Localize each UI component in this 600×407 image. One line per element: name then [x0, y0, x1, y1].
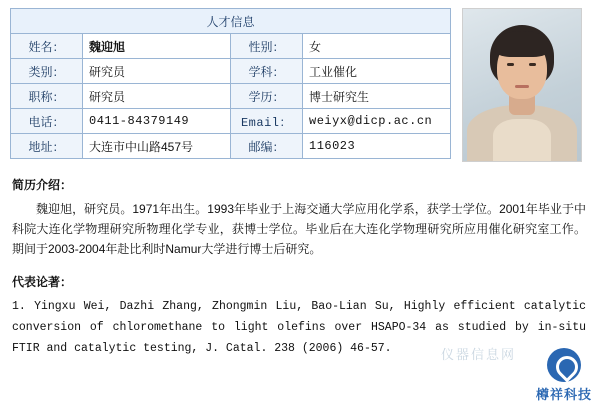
value-gender: 女 [303, 34, 451, 59]
label-category: 类别： [11, 59, 83, 84]
label-職title: 职称： [11, 84, 83, 109]
talent-info-table [10, 8, 451, 159]
value-discipline: 工业催化 [303, 59, 451, 84]
info-table-container [10, 8, 450, 159]
value-job-title: 研究员 [83, 84, 231, 109]
photo-shirt [493, 119, 551, 161]
table-row [11, 134, 451, 159]
photo-mouth [515, 85, 529, 88]
value-category: 研究员 [83, 59, 231, 84]
label-postcode: 邮编： [231, 134, 303, 159]
value-name: 魏迎旭 [83, 34, 231, 59]
intro-heading: 简历介绍： [12, 178, 73, 192]
table-title-row [11, 9, 451, 34]
page-title: 人才信息 [11, 9, 451, 34]
value-postcode: 116023 [303, 134, 451, 159]
photo-hair-front [494, 31, 550, 57]
label-education: 学历： [231, 84, 303, 109]
table-row [11, 34, 451, 59]
value-phone: 0411-84379149 [83, 109, 231, 134]
label-name: 姓名： [11, 34, 83, 59]
label-phone: 电话： [11, 109, 83, 134]
label-discipline: 学科： [231, 59, 303, 84]
papers-heading: 代表论著： [12, 275, 73, 289]
intro-paragraph: 魏迎旭，研究员。1971年出生。1993年毕业于上海交通大学应用化学系，获学士学位。2001年毕业于中科院大连化学物理研究所物理化学专业，获博士学位。毕业后在大连化学物理研究所应用催化研究室工作。期间于2003-2004年赴比利时Namur大学进行博士后研究。 [12, 202, 586, 256]
value-email: weiyx@dicp.ac.cn [303, 109, 451, 134]
label-email: Email： [231, 109, 303, 134]
ghost-watermark-text: 仪器信息网 [440, 347, 516, 362]
photo-eye-right [529, 63, 536, 66]
label-gender: 性别： [231, 34, 303, 59]
table-row [11, 109, 451, 134]
brand-watermark-label: 樽祥科技 [535, 387, 592, 402]
value-address: 大连市中山路457号 [83, 134, 231, 159]
value-education: 博士研究生 [303, 84, 451, 109]
photo-eye-left [507, 63, 514, 66]
table-row [11, 59, 451, 84]
label-address: 地址： [11, 134, 83, 159]
header-area [10, 8, 590, 162]
portrait-photo [462, 8, 582, 162]
table-row [11, 84, 451, 109]
paper-entry: 1. Yingxu Wei, Dazhi Zhang, Zhongmin Liu, Bao-Lian Su, Highly efficient catalytic conversion of chloromethane to light olefins over HSAPO-34 as studied by in-situ FTIR and catalytic testing, J. Catal. 238 (2006) 46-57. [12, 300, 586, 355]
